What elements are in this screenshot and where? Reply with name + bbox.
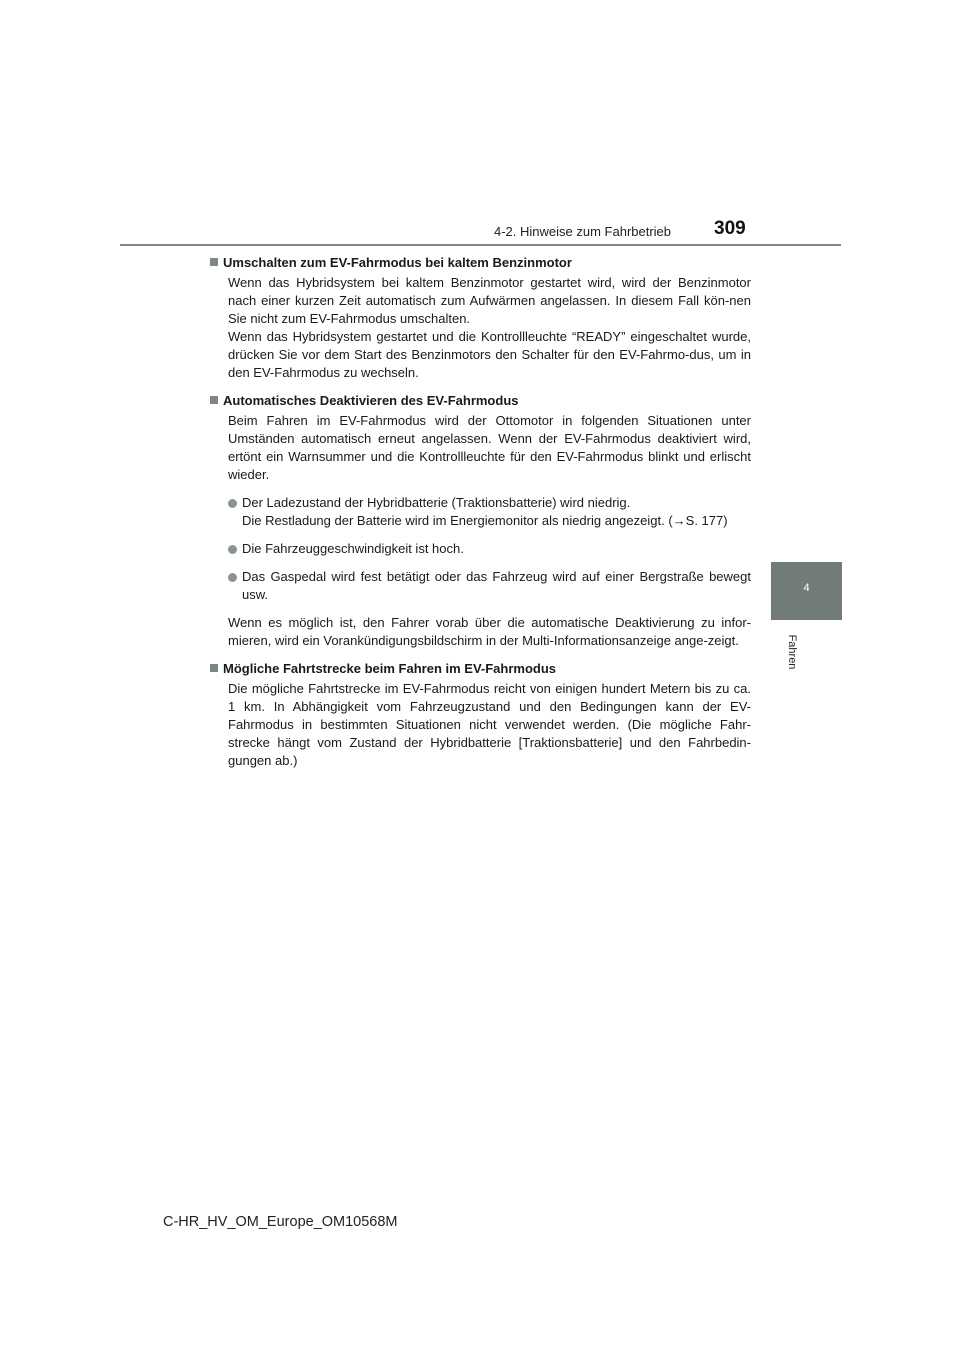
- round-bullet-icon: [228, 499, 237, 508]
- list-item: [210, 568, 751, 604]
- section-heading: [210, 660, 751, 678]
- list-item-line: Der Ladezustand der Hybridbatterie (Traktionsbatterie) wird niedrig.: [242, 495, 631, 510]
- list-item: [210, 540, 751, 558]
- section-heading: [210, 392, 751, 410]
- body-text: Wenn das Hybridsystem bei kaltem Benzinmotor gestartet wird, wird der Benzinmotor nach einer kurzen Zeit automatisch zum Aufwärmen angelassen. In diesem Fall kön-nen Sie nicht zum EV-Fahrmodus umschalten.: [228, 275, 751, 326]
- body-paragraph: [210, 274, 751, 382]
- list-item-text: [242, 568, 751, 604]
- list-item-line: Das Gaspedal wird fest betätigt oder das Fahrzeug wird auf einer Bergstraße bewegt usw.: [242, 569, 751, 602]
- chapter-number: 4: [803, 582, 810, 594]
- body-paragraph: Die mögliche Fahrtstrecke im EV-Fahrmodus reicht von einigen hundert Metern bis zu ca. 1 km. In Abhängigkeit vom Fahrzeugzustand und den Bedingungen kann der EV-Fahrmodus in bestimmten Situationen nicht verwendet werden. (Die mögliche Fahr-strecke hängt vom Zustand der Hybridbatterie [Traktionsbatterie] und den Fahrbedin-gungen ab.): [228, 681, 751, 768]
- body-paragraph: Beim Fahren im EV-Fahrmodus wird der Ottomotor in folgenden Situationen unter Umständen automatisch erneut angelassen. Wenn der EV-Fahrmodus deaktiviert wird, ertönt ein Warnsummer und die Kontrollleuchte für den EV-Fahrmodus blinkt und erlischt wieder.: [228, 413, 751, 482]
- chapter-label: [782, 628, 802, 676]
- square-bullet-icon: [210, 258, 218, 266]
- header-divider: [120, 244, 841, 246]
- section-heading-text: Mögliche Fahrtstrecke beim Fahren im EV-Fahrmodus: [223, 661, 557, 676]
- body-paragraph: Wenn es möglich ist, den Fahrer vorab über die automatische Deaktivierung zu infor-mieren, wird ein Vorankündigungsbildschirm in der Multi-Informationsanzeige ange-zeigt.: [228, 615, 751, 648]
- list-item-text: [242, 540, 751, 558]
- list-item-line: Die Fahrzeuggeschwindigkeit ist hoch.: [242, 541, 464, 556]
- chapter-label-text: Fahren: [786, 634, 798, 670]
- section-heading: [210, 254, 751, 272]
- document-code: C-HR_HV_OM_Europe_OM10568M: [163, 1214, 398, 1230]
- round-bullet-icon: [228, 545, 237, 554]
- list-item-text: [242, 494, 751, 530]
- running-header-section: 4-2. Hinweise zum Fahrbetrieb: [494, 224, 672, 239]
- page-number: 309: [714, 218, 746, 239]
- body-text: Wenn das Hybridsystem gestartet und die Kontrollleuchte “READY” eingeschaltet wurde, drücken Sie vor dem Start des Benzinmotors den Schalter für den EV-Fahrmo-dus, um in den EV-Fahrmodus zu wechseln.: [228, 329, 751, 380]
- round-bullet-icon: [228, 573, 237, 582]
- page-content: [210, 254, 751, 770]
- square-bullet-icon: [210, 664, 218, 672]
- section-heading-text: Umschalten zum EV-Fahrmodus bei kaltem Benzinmotor: [223, 255, 572, 270]
- section-heading-text: Automatisches Deaktivieren des EV-Fahrmodus: [223, 393, 519, 408]
- square-bullet-icon: [210, 396, 218, 404]
- chapter-tab: [771, 562, 842, 620]
- list-item: [210, 494, 751, 530]
- list-item-line: Die Restladung der Batterie wird im Energiemonitor als niedrig angezeigt. (→S. 177): [242, 513, 728, 528]
